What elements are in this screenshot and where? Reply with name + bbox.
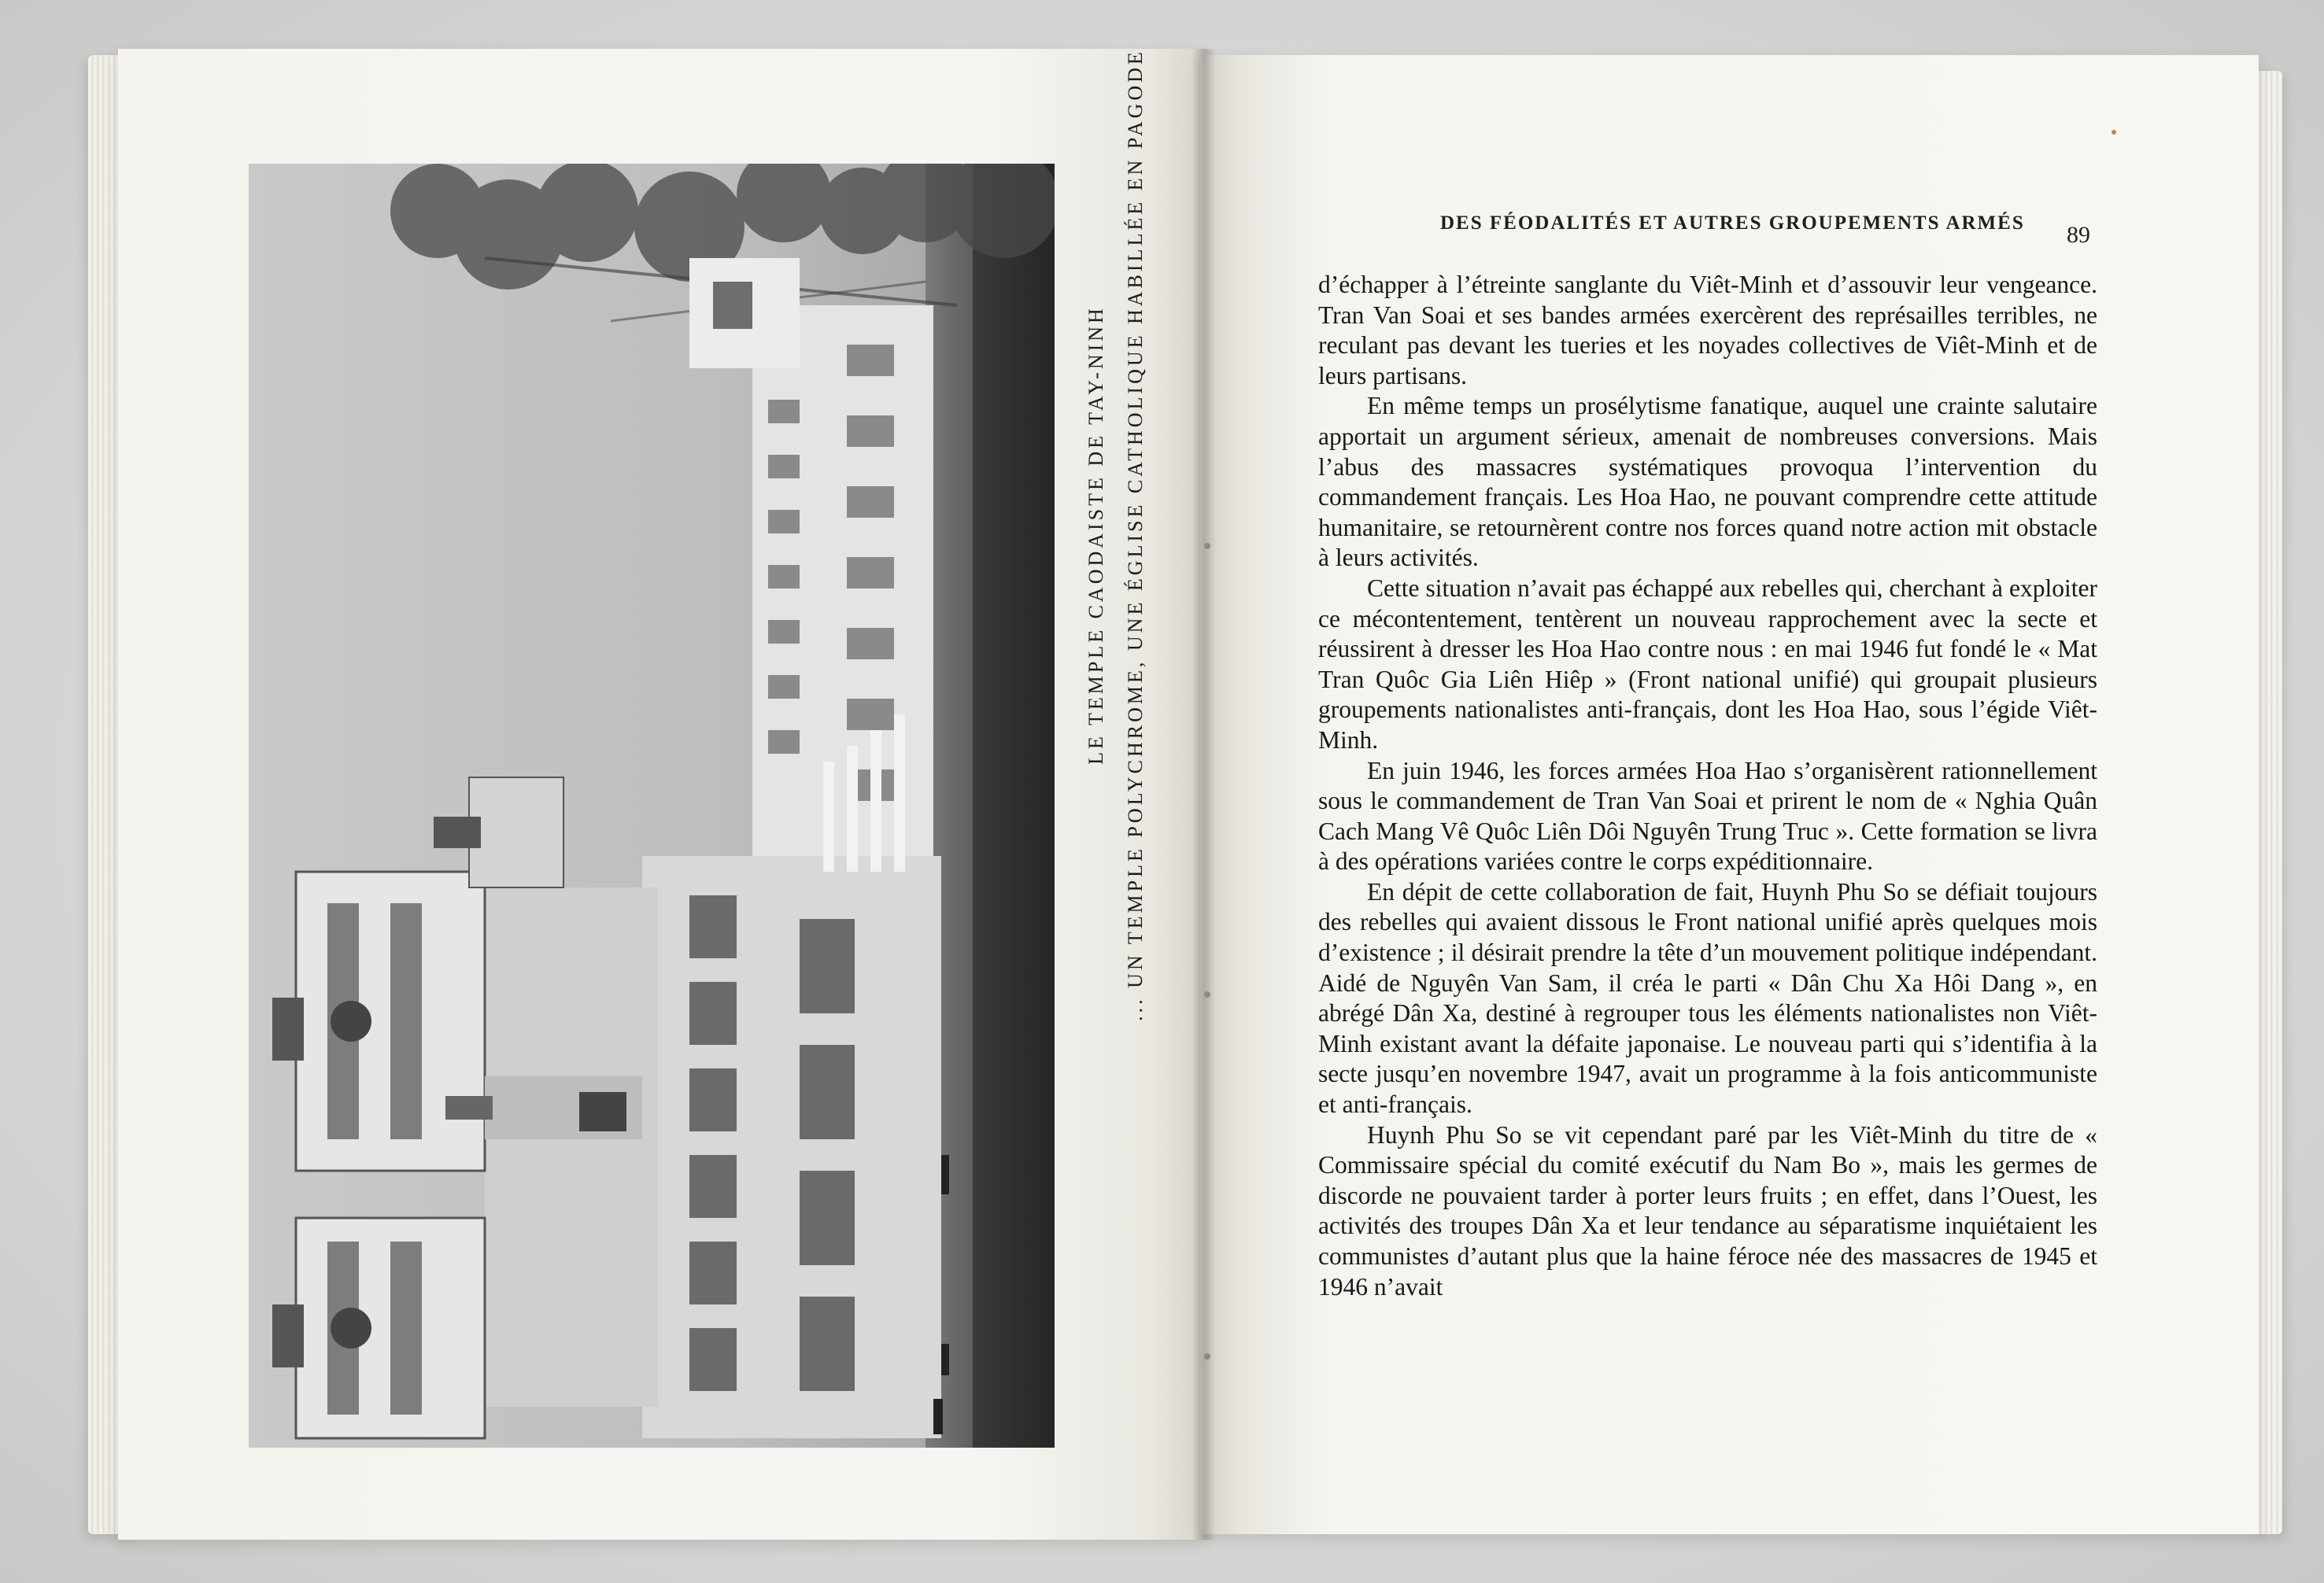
paragraph: Cette situation n’avait pas échappé aux rebelles qui, cherchant à exploiter ce mécontentement, tentèrent un nouveau rapprochement avec la secte et réussirent à dresser les Hoa Hao contre nous : en mai 1946 fut fondé le « Mat Tran Quôc Gia Liên Hiêp » (Front national unifié) qui groupait plusieurs groupements nationalistes anti-français, dont les Hoa Hao, sous l’égide Viêt-Minh.	[1318, 574, 2097, 754]
binding-stitch	[1204, 1353, 1210, 1360]
running-head: DES FÉODALITÉS ET AUTRES GROUPEMENTS ARMÉS	[1440, 212, 2025, 234]
plate-caption-subtitle: ... UN TEMPLE POLYCHROME, UNE ÉGLISE CATHOLIQUE HABILLÉE EN PAGODE	[1124, 49, 1147, 1021]
plate-caption-title: LE TEMPLE CAODAISTE DE TAY-NINH	[1084, 305, 1107, 765]
temple-photo	[249, 164, 1055, 1448]
binding-stitch	[1204, 543, 1210, 549]
paragraph: En dépit de cette collaboration de fait, Huynh Phu So se défiait toujours des rebelles qui avaient dissous le Front national unifié après quelques mois d’existence ; il désirait prendre la tête d’un mouvement politique indépendant. Aidé de Nguyên Van Sam, il créa le parti « Dân Chu Xa Hôi Dang », en abrégé Dân Xa, destiné à regrouper tous les éléments nationalistes non Viêt-Minh existant avant la défaite japonaise. Le nouveau parti qui s’identifia à la secte jusqu’en novembre 1947, avait un programme à la fois anticommuniste et anti-français.	[1318, 877, 2097, 1119]
binding-stitch	[1204, 991, 1210, 998]
paragraph: d’échapper à l’étreinte sanglante du Viêt-Minh et d’assouvir leur vengeance. Tran Van Soai et ses bandes armées exercèrent des représailles terribles, ne reculant pas devant les tueries et les noyades collectives de Viêt-Minh et de leurs partisans.	[1318, 271, 2097, 389]
book-gutter	[1192, 49, 1216, 1540]
paragraph: Huynh Phu So se vit cependant paré par les Viêt-Minh du titre de « Commissaire spécial du comité exécutif du Nam Bo », mais les germes de discorde ne pouvaient tarder à porter leurs fruits ; en effet, dans l’Ouest, les activités des troupes Dân Xa et leur tendance au séparatisme inquiétaient les communistes d’autant plus que la haine féroce née des massacres de 1945 et 1946 n’avait	[1318, 1120, 2097, 1301]
paper-spot	[2112, 130, 2116, 135]
paragraph: En juin 1946, les forces armées Hoa Hao s’organisèrent rationnellement sous le commandement de Tran Van Soai et prirent le nom de « Nghia Quân Cach Mang Vê Quôc Liên Dôi Nguyên Trung Truc ». Cette formation se livra à des opérations variées contre le corps expéditionnaire.	[1318, 756, 2097, 876]
paragraph: En même temps un prosélytisme fanatique, auquel une crainte salutaire apportait un argument sérieux, amenait de nombreuses conversions. Mais l’abus des massacres systématiques provoqua l’intervention du commandement français. Les Hoa Hao, ne pouvant comprendre cette attitude humanitaire, se retournèrent contre nos forces quand notre action mit obstacle à leurs activités.	[1318, 392, 2097, 572]
page-number: 89	[2067, 222, 2090, 248]
body-text	[1318, 270, 2097, 1302]
